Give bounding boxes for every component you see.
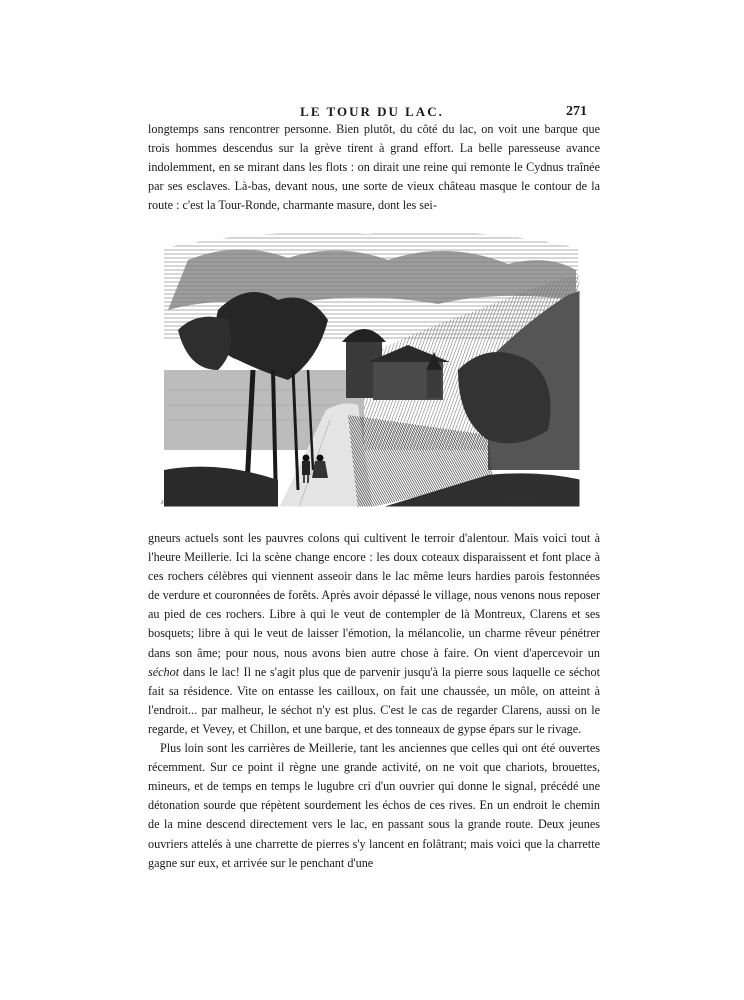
paragraph-top: longtemps sans rencontrer personne. Bien plutôt, du côté du lac, on voit une barque que trois hommes descendus sur la grève tirent à grand effort. La belle paresseuse avance indolemment, en se mirant dans les flots : on dirait une reine qui remonte le Cydnus traînée par ses esclaves. Là-bas, devant nous, une sorte de vieux château masque le contour de la route : c'est la Tour-Ronde, charmante masure, dont les sei- — [148, 122, 600, 213]
paragraph-carrieres: Plus loin sont les carrières de Meillerie, tant les anciennes que celles qui ont été ouvertes récemment. Sur ce point il règne une grande activité, on ne voit que chariots, brouettes, mineurs, et de temps en temps le lugubre cri d'un ouvrier qui donne le signal, précédé une détonation sourde que répètent sourdement les échos de ces rives. En un endroit le chemin de la mine descend directement vers le lac, en passant sous la grande route. Deux jeunes ouvriers attelés à une charrette de pierres s'y lancent en folâtrant; mais voici que la charrette gagne sur eux, et arrivée sur le penchant d'une — [148, 741, 600, 870]
engraver-mark-left: ℳ. — [160, 501, 167, 506]
page-number: 271 — [566, 104, 587, 119]
running-title: LE TOUR DU LAC. — [300, 104, 444, 119]
engraving-svg — [158, 220, 583, 510]
paragraph-meillerie-start: gneurs actuels sont les pauvres colons qui cultivent le terroir d'alentour. Mais voici tout à l'heure Meillerie. Ici la scène change encore : les doux coteaux disparaissent et font place à ces rochers célèbres qui viennent asseoir dans le lac même leurs hardies parois festonnées de verdure et couronnées de forêts. Après avoir dépassé le village, nous venons nous reposer au pied de ces rochers. Libre à qui le veut de contempler de là Montreux, Clarens et ses bosquets; libre à qui le veut de laisser l'émotion, la mélancolie, un charme rêveur pénétrer dans son âme; pour nous, nous avons bien autre chose à faire. On vient d'apercevoir un — [148, 531, 600, 660]
engraving-illustration — [158, 220, 583, 510]
tree-row — [216, 292, 329, 380]
paragraph-meillerie-end: dans le lac! Il ne s'agit plus que de parvenir jusqu'à la pierre sous laquelle ce séchot fait sa résidence. Vite on entasse les cailloux, on fait une chaussée, un môle, on atteint à l'endroit... par malheur, le séchot n'y est plus. C'est le cas de regarder Clarens, aussi on le regarde, et Vevey, et Chillon, et une barque, et des tonneaux de gypse épars sur le rivage. — [148, 664, 600, 736]
paragraph-meillerie — [148, 529, 600, 739]
engraver-mark-right: L. LECLÈRE — [505, 502, 533, 507]
bottom-text-block — [148, 529, 600, 873]
top-text-block — [148, 120, 600, 215]
italic-sechot: séchot — [148, 664, 180, 679]
foreground-grass — [164, 467, 278, 510]
